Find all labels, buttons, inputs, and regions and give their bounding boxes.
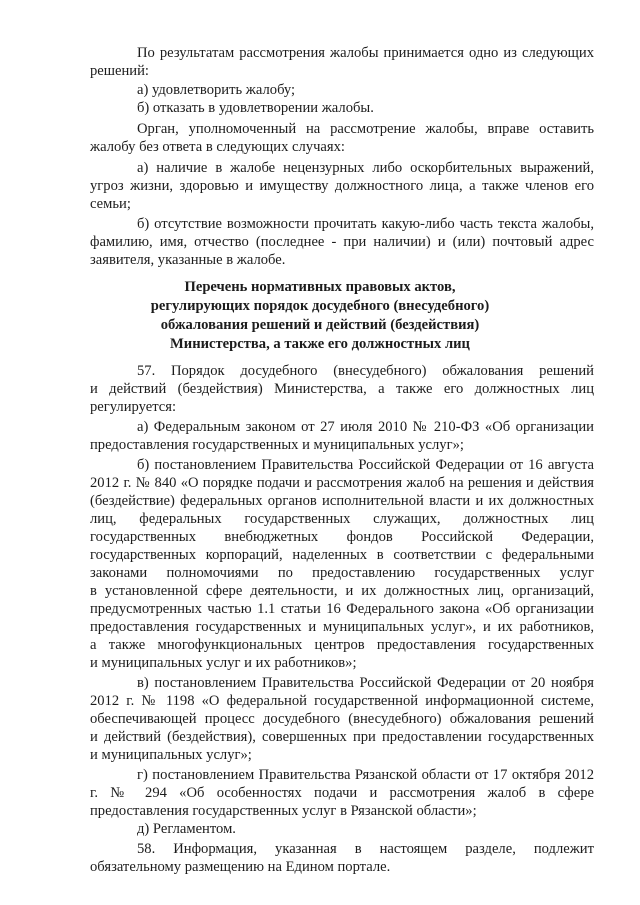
item-57b-line: законами полномочиями по предоставлению государственных услуг (90, 565, 594, 581)
item-57b-line: (бездействие) федеральных органов исполнительной власти и их должностных (90, 493, 594, 509)
section-heading-line: Перечень нормативных правовых актов, (184, 279, 456, 295)
paragraph-line: Орган, уполномоченный на рассмотрение жалобы, вправе оставить (137, 121, 594, 137)
item-57b-line: лиц, федеральных государственных служащих, должностных лиц (90, 511, 594, 527)
item-57d-line: г) постановлением Правительства Рязанской области от 17 октября 2012 (137, 767, 594, 783)
case-b-line: б) отсутствие возможности прочитать какую-либо часть текста жалобы, (137, 216, 594, 232)
case-a-line: а) наличие в жалобе нецензурных либо оскорбительных выражений, (137, 160, 594, 176)
item-57b-line: б) постановлением Правительства Российской Федерации от 16 августа (137, 457, 594, 473)
item-58-line: обязательному размещению на Едином портале. (90, 859, 391, 875)
decision-option-a: а) удовлетворить жалобу; (137, 82, 296, 98)
item-57b-line: государственных внебюджетных фондов Российской Федерации, (90, 529, 594, 545)
item-57b-line: а также многофункциональных центров предоставления государственных (90, 637, 594, 653)
item-57-line: 57. Порядок досудебного (внесудебного) обжалования решений (137, 363, 594, 379)
item-57b-line: 2012 г. № 840 «О порядке подачи и рассмотрения жалоб на решения и действия (90, 475, 594, 491)
section-heading-line: Министерства, а также его должностных лиц (170, 336, 470, 352)
item-57a-line: а) Федеральным законом от 27 июля 2010 № 210-ФЗ «Об организации (137, 419, 594, 435)
case-b-line: заявителя, указанные в жалобе. (90, 252, 286, 268)
item-57c-line: в) постановлением Правительства Российской Федерации от 20 ноября (137, 675, 594, 691)
section-heading-line: обжалования решений и действий (бездействия) (160, 317, 480, 333)
case-a-line: семьи; (90, 196, 131, 212)
item-57b-line: предоставления государственных и муниципальных услуг», и их работников, (90, 619, 594, 635)
item-57d-line: предоставления государственных услуг в Рязанской области»; (90, 803, 477, 819)
item-57e-line: д) Регламентом. (137, 821, 236, 837)
item-57a-line: предоставления государственных и муниципальных услуг»; (90, 437, 464, 453)
item-57-line: и действий (бездействия) Министерства, а также его должностных лиц (90, 381, 594, 397)
section-heading-line: регулирующих порядок досудебного (внесудебного) (150, 298, 490, 314)
item-57b-line: и муниципальных услуг и их работников»; (90, 655, 357, 671)
paragraph-line: По результатам рассмотрения жалобы принимается одно из следующих (137, 45, 594, 61)
paragraph-line: жалобу без ответа в следующих случаях: (90, 139, 345, 155)
item-57c-line: обеспечивающей процесс досудебного (внесудебного) обжалования решений (90, 711, 594, 727)
item-57c-line: и муниципальных услуг»; (90, 747, 252, 763)
item-57c-line: и действий (бездействия), совершенных при предоставлении государственных (90, 729, 594, 745)
item-57b-line: в установленной сфере деятельности, и их должностных лиц, организаций, (90, 583, 594, 599)
decision-option-b: б) отказать в удовлетворении жалобы. (137, 100, 374, 116)
paragraph-line: решений: (90, 63, 149, 79)
item-58-line: 58. Информация, указанная в настоящем разделе, подлежит (137, 841, 594, 857)
case-b-line: фамилию, имя, отчество (последнее - при наличии) и (или) почтовый адрес (90, 234, 594, 250)
item-57d-line: г. № 294 «Об особенностях подачи и рассмотрения жалоб в сфере (90, 785, 594, 801)
item-57-line: регулируется: (90, 399, 176, 415)
item-57b-line: предусмотренных частью 1.1 статьи 16 Федерального закона «Об организации (90, 601, 594, 617)
item-57b-line: государственных корпораций, наделенных в соответствии с федеральными (90, 547, 594, 563)
item-57c-line: 2012 г. № 1198 «О федеральной государственной информационной системе, (90, 693, 594, 709)
case-a-line: угроз жизни, здоровью и имуществу должностного лица, а также членов его (90, 178, 594, 194)
